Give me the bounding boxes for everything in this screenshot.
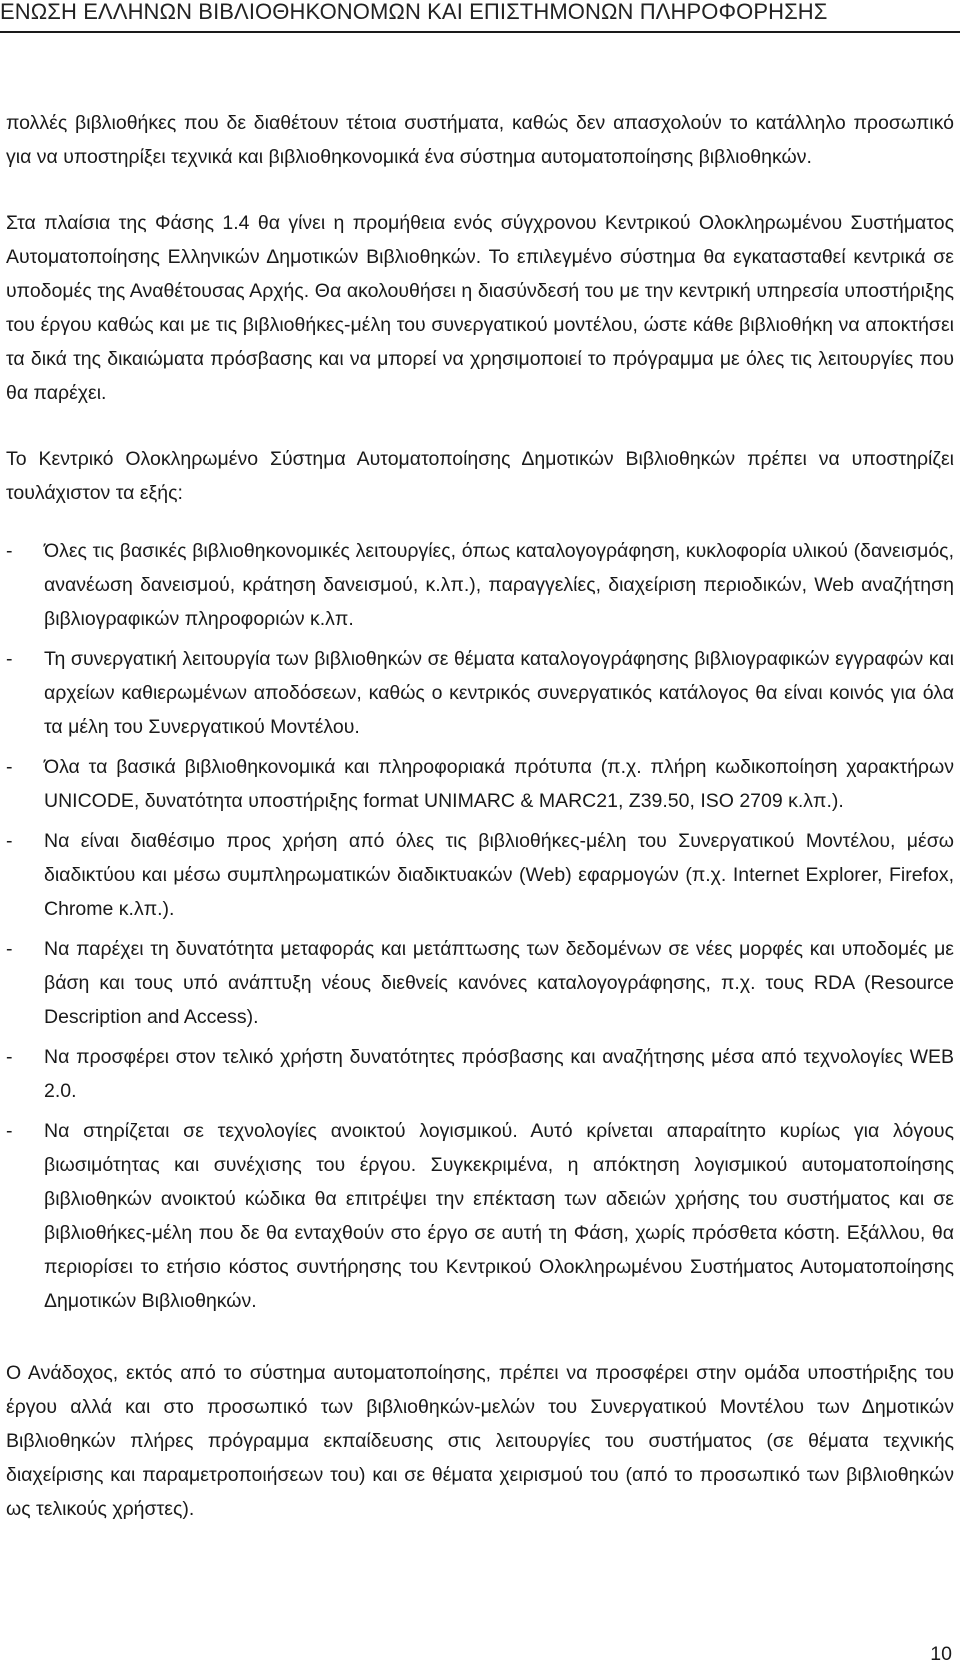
list-item — [6, 642, 954, 744]
header-title: ΕΝΩΣΗ ΕΛΛΗΝΩΝ ΒΙΒΛΙΟΘΗΚΟΝΟΜΩΝ ΚΑΙ ΕΠΙΣΤΗΜΟΝΩΝ ΠΛΗΡΟΦΟΡΗΣΗΣ — [0, 0, 828, 24]
page-header — [0, 0, 960, 34]
list-item — [6, 824, 954, 926]
list-item — [6, 1114, 954, 1318]
document-body — [6, 106, 954, 1526]
paragraph-requirements-intro: Το Κεντρικό Ολοκληρωμένο Σύστημα Αυτοματοποίησης Δημοτικών Βιβλιοθηκών πρέπει να υποστηρίζει τουλάχιστον τα εξής: — [6, 448, 954, 504]
list-item-text: Όλες τις βασικές βιβλιοθηκονομικές λειτουργίες, όπως καταλογογράφηση, κυκλοφορία υλικού (δανεισμός, ανανέωση δανεισμού, κράτηση δανεισμού, κ.λπ.), παραγγελίες, διαχείριση περιοδικών, Web αναζήτηση βιβλιογραφικών πληροφοριών κ.λπ. — [44, 540, 954, 630]
list-item-text: Να στηρίζεται σε τεχνολογίες ανοικτού λογισμικού. Αυτό κρίνεται απαραίτητο κυρίως για λόγους βιωσιμότητας και συνέχισης του έργου. Συγκεκριμένα, η απόκτηση λογισμικού αυτοματοποίησης βιβλιοθηκών ανοικτού κώδικα θα επιτρέψει την επέκταση των αδειών χρήσης του συστήματος και σε βιβλιοθήκες-μέλη που δε θα ενταχθούν στο έργο σε αυτή τη Φάση, χωρίς πρόσθετα κόστη. Εξάλλου, θα περιορίσει το ετήσιο κόστος συντήρησης του Κεντρικού Ολοκληρωμένου Συστήματος Αυτοματοποίησης Δημοτικών Βιβλιοθηκών. — [44, 1120, 954, 1312]
list-bullet: - — [6, 648, 13, 670]
list-bullet: - — [6, 756, 13, 778]
list-item — [6, 932, 954, 1034]
list-item-text: Να είναι διαθέσιμο προς χρήση από όλες τις βιβλιοθήκες-μέλη του Συνεργατικού Μοντέλου, μέσω διαδικτύου και μέσω συμπληρωματικών διαδικτυακών (Web) εφαρμογών (π.χ. Internet Explorer, Firefox, Chrome κ.λπ.). — [44, 830, 954, 920]
paragraph-spacer — [6, 174, 954, 206]
list-item-text: Τη συνεργατική λειτουργία των βιβλιοθηκών σε θέματα καταλογογράφησης βιβλιογραφικών εγγραφών και αρχείων καθιερωμένων αποδόσεων, καθώς ο κεντρικός συνεργατικός κατάλογος θα είναι κοινός για όλα τα μέλη του Συνεργατικού Μοντέλου. — [44, 648, 954, 738]
requirements-list — [6, 534, 954, 1318]
list-bullet: - — [6, 540, 13, 562]
page-number: 10 — [930, 1643, 952, 1665]
list-bullet: - — [6, 1046, 13, 1068]
list-bullet: - — [6, 1120, 13, 1142]
paragraph-spacer — [6, 1324, 954, 1356]
paragraph-intro-continuation: πολλές βιβλιοθήκες που δε διαθέτουν τέτοια συστήματα, καθώς δεν απασχολούν το κατάλληλο προσωπικό για να υποστηρίξει τεχνικά και βιβλιοθηκονομικά ένα σύστημα αυτοματοποίησης βιβλιοθηκών. — [6, 112, 954, 168]
list-item-text: Όλα τα βασικά βιβλιοθηκονομικά και πληροφοριακά πρότυπα (π.χ. πλήρη κωδικοποίηση χαρακτήρων UNICODE, δυνατότητα υποστήριξης format UNIMARC & MARC21, Z39.50, ISO 2709 κ.λπ.). — [44, 756, 954, 812]
list-item — [6, 534, 954, 636]
paragraph-phase-description: Στα πλαίσια της Φάσης 1.4 θα γίνει η προμήθεια ενός σύγχρονου Κεντρικού Ολοκληρωμένου Συστήματος Αυτοματοποίησης Ελληνικών Δημοτικών Βιβλιοθηκών. Το επιλεγμένο σύστημα θα εγκατασταθεί κεντρικά σε υποδομές της Αναθέτουσας Αρχής. Θα ακολουθήσει η διασύνδεσή του με την κεντρική υπηρεσία υποστήριξης του έργου καθώς και με τις βιβλιοθήκες-μέλη του συνεργατικού μοντέλου, ώστε κάθε βιβλιοθήκη να αποκτήσει τα δικά της δικαιώματα πρόσβασης και να μπορεί να χρησιμοποιεί το πρόγραμμα με όλες τις λειτουργίες που θα παρέχει. — [6, 212, 954, 404]
list-item-text: Να παρέχει τη δυνατότητα μεταφοράς και μετάπτωσης των δεδομένων σε νέες μορφές και υποδομές με βάση και τους υπό ανάπτυξη νέους διεθνείς κανόνες καταλογογράφησης, π.χ. τους RDA (Resource Description and Access). — [44, 938, 954, 1028]
paragraph-spacer — [6, 410, 954, 442]
paragraph-training-requirements: Ο Ανάδοχος, εκτός από το σύστημα αυτοματοποίησης, πρέπει να προσφέρει στην ομάδα υποστήριξης του έργου αλλά και στο προσωπικό των βιβλιοθηκών-μελών του Συνεργατικού Μοντέλου των Δημοτικών Βιβλιοθηκών πλήρες πρόγραμμα εκπαίδευσης στις λειτουργίες του συστήματος (σε θέματα τεχνικής διαχείρισης και παραμετροποιήσεων του) και σε θέματα χειρισμού του (από το προσωπικό των βιβλιοθηκών ως τελικούς χρήστες). — [6, 1362, 954, 1520]
list-bullet: - — [6, 830, 13, 852]
list-item — [6, 750, 954, 818]
list-item — [6, 1040, 954, 1108]
header-divider — [0, 31, 960, 33]
list-item-text: Να προσφέρει στον τελικό χρήστη δυνατότητες πρόσβασης και αναζήτησης μέσα από τεχνολογίες WEB 2.0. — [44, 1046, 954, 1102]
list-bullet: - — [6, 938, 13, 960]
